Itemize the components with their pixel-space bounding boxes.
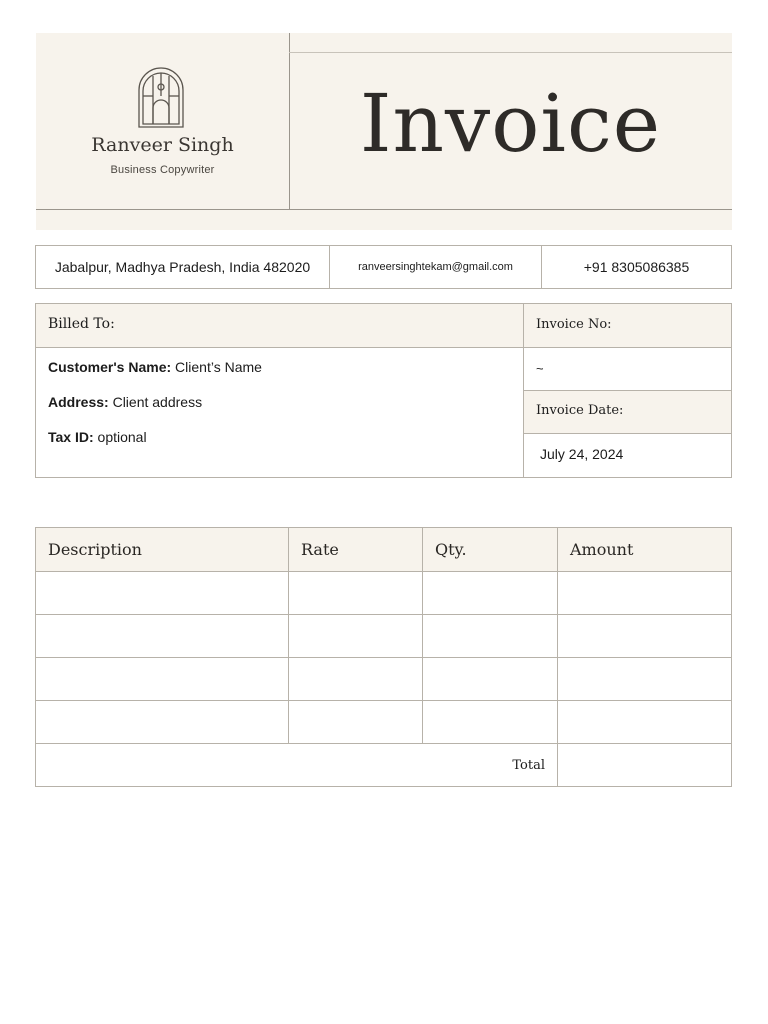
table-row bbox=[36, 658, 732, 701]
invoice-date-label: Invoice Date: bbox=[536, 403, 624, 418]
customer-address-line bbox=[48, 394, 202, 410]
col-description: Description bbox=[36, 528, 289, 572]
total-label: Total bbox=[36, 744, 558, 787]
amount-cell[interactable] bbox=[558, 701, 732, 744]
brand-subtitle: Business Copywriter bbox=[110, 164, 215, 176]
brand-block bbox=[36, 33, 290, 209]
header-divider-top bbox=[289, 52, 732, 53]
total-row bbox=[36, 744, 732, 787]
rate-cell[interactable] bbox=[289, 572, 423, 615]
rate-cell[interactable] bbox=[289, 658, 423, 701]
qty-cell[interactable] bbox=[423, 658, 558, 701]
rate-cell[interactable] bbox=[289, 701, 423, 744]
contact-phone: +91 8305086385 bbox=[583, 259, 690, 275]
invoice-meta-panel bbox=[524, 304, 731, 477]
invoice-no-value: ~ bbox=[536, 361, 544, 376]
tax-id-value: optional bbox=[97, 429, 147, 445]
arch-window-icon bbox=[137, 66, 185, 128]
invoice-date-cell bbox=[524, 434, 731, 477]
invoice-header bbox=[36, 33, 732, 230]
address-value: Client address bbox=[112, 394, 203, 410]
total-amount-cell[interactable] bbox=[558, 744, 732, 787]
invoice-no-header bbox=[524, 304, 731, 348]
qty-cell[interactable] bbox=[423, 572, 558, 615]
amount-cell[interactable] bbox=[558, 658, 732, 701]
table-row bbox=[36, 701, 732, 744]
description-cell[interactable] bbox=[36, 615, 289, 658]
description-cell[interactable] bbox=[36, 701, 289, 744]
qty-cell[interactable] bbox=[423, 701, 558, 744]
contact-email: ranveersinghtekam@gmail.com bbox=[330, 246, 542, 288]
table-row bbox=[36, 615, 732, 658]
col-amount: Amount bbox=[558, 528, 732, 572]
amount-cell[interactable] bbox=[558, 572, 732, 615]
description-cell[interactable] bbox=[36, 658, 289, 701]
invoice-no-cell bbox=[524, 348, 731, 391]
table-row bbox=[36, 572, 732, 615]
col-qty: Qty. bbox=[423, 528, 558, 572]
customer-name-value: Client’s Name bbox=[175, 359, 262, 375]
billing-section bbox=[35, 303, 732, 478]
address-label: Address: bbox=[48, 394, 109, 410]
billed-to-label: Billed To: bbox=[48, 316, 115, 332]
page-title: Invoice bbox=[359, 77, 662, 170]
customer-name-label: Customer's Name: bbox=[48, 359, 172, 375]
rate-cell[interactable] bbox=[289, 615, 423, 658]
qty-cell[interactable] bbox=[423, 615, 558, 658]
tax-id-label: Tax ID: bbox=[48, 429, 94, 445]
billed-to-header bbox=[36, 304, 523, 348]
contact-address: Jabalpur, Madhya Pradesh, India 482020 bbox=[36, 246, 330, 288]
invoice-date-value: July 24, 2024 bbox=[540, 446, 624, 462]
invoice-no-label: Invoice No: bbox=[536, 317, 612, 332]
invoice-date-header bbox=[524, 391, 731, 434]
brand-name: Ranveer Singh bbox=[91, 134, 234, 156]
amount-cell[interactable] bbox=[558, 615, 732, 658]
header-divider-bottom bbox=[36, 209, 732, 210]
col-rate: Rate bbox=[289, 528, 423, 572]
line-items-table bbox=[35, 527, 732, 787]
customer-name-line bbox=[48, 359, 262, 375]
tax-id-line bbox=[48, 429, 147, 445]
table-header-row bbox=[36, 528, 732, 572]
billed-to-panel bbox=[36, 304, 524, 477]
description-cell[interactable] bbox=[36, 572, 289, 615]
contact-strip bbox=[35, 245, 732, 289]
